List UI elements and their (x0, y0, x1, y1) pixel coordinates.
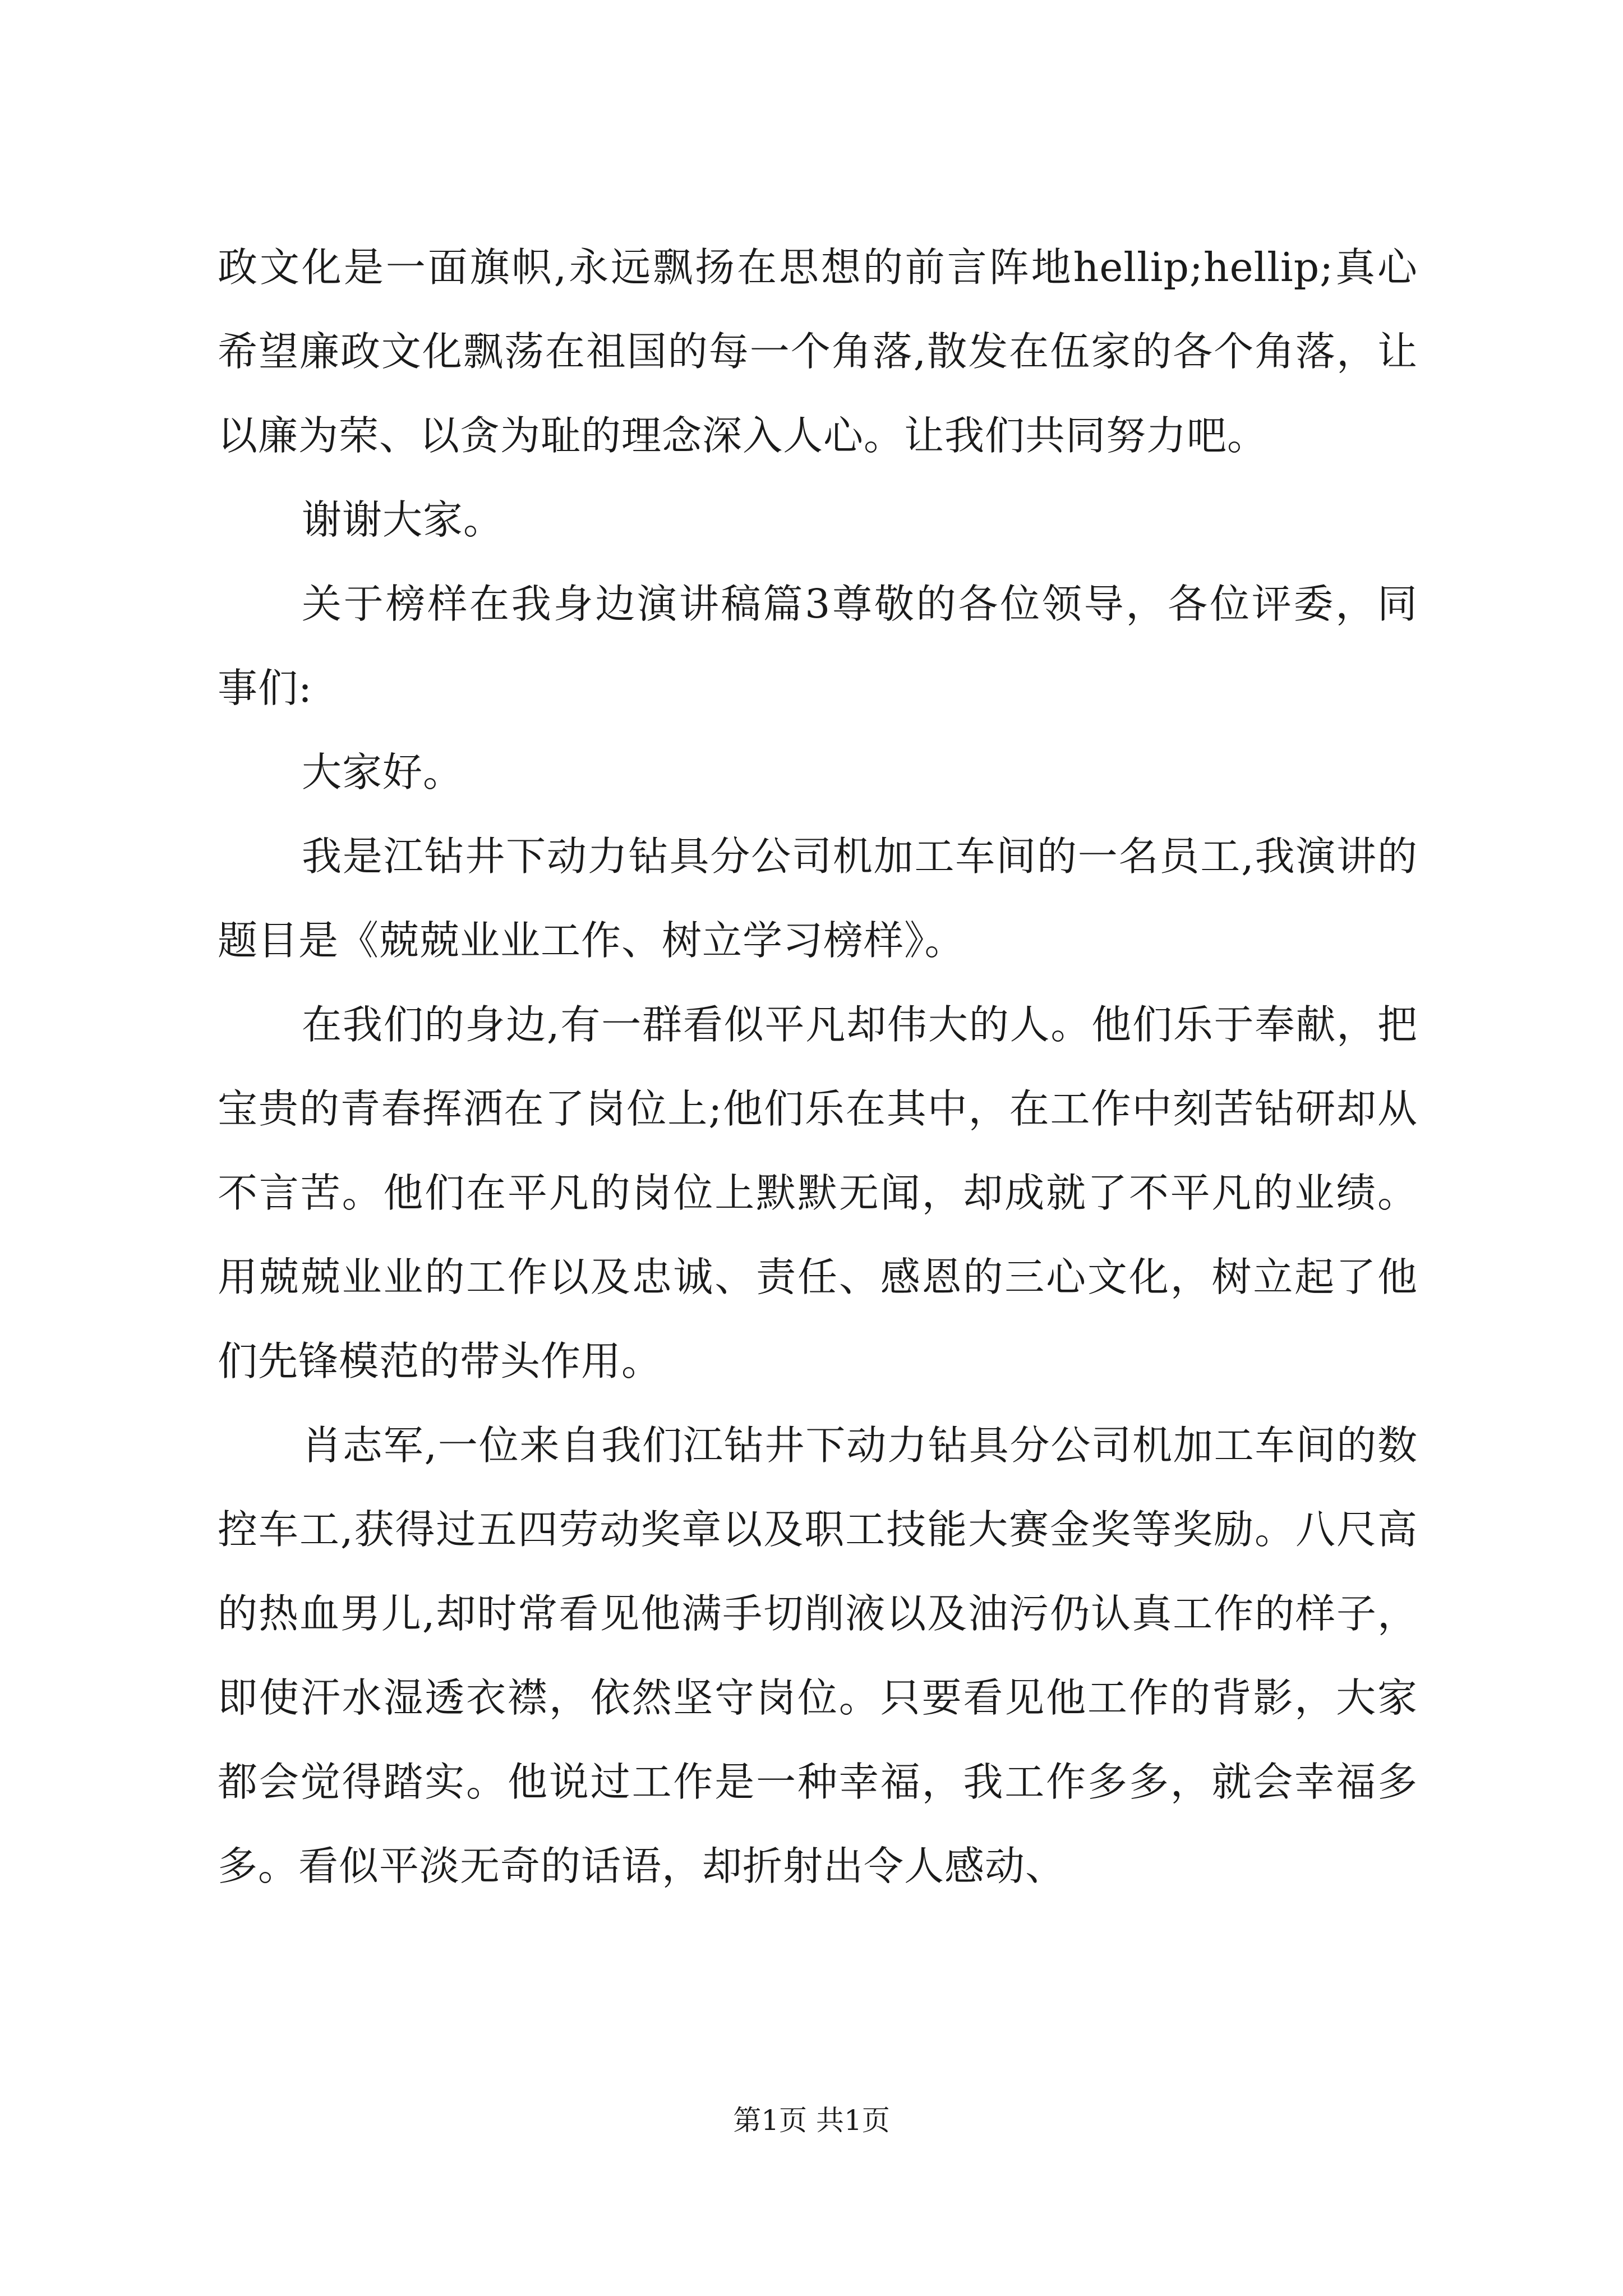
paragraph: 大家好。 (302, 749, 464, 795)
paragraph: 关于榜样在我身边演讲稿篇3尊敬的各位领导，各位评委，同事们: (218, 581, 1418, 711)
page-footer (0, 2101, 1623, 2140)
document-body (218, 226, 1418, 1908)
paragraph: 在我们的身边,有一群看似平凡却伟大的人。他们乐于奉献，把宝贵的青春挥洒在了岗位上;他们乐在其中，在工作中刻苦钻研却从不言苦。他们在平凡的岗位上默默无闻，却成就了不平凡的业绩。用兢兢业业的工作以及忠诚、责任、感恩的三心文化，树立起了他们先锋模范的带头作用。 (218, 1001, 1418, 1384)
paragraph: 谢谢大家。 (302, 496, 504, 543)
paragraph: 政文化是一面旗帜,永远飘扬在思想的前言阵地hellip;hellip;真心希望廉政文化飘荡在祖国的每一个角落,散发在伍家的各个角落，让以廉为荣、以贪为耻的理念深入人心。让我们共同努力吧。 (218, 244, 1418, 459)
page-number-label: 第1页 共1页 (733, 2104, 890, 2137)
paragraph: 肖志军,一位来自我们江钻井下动力钻具分公司机加工车间的数控车工,获得过五四劳动奖章以及职工技能大赛金奖等奖励。八尺高的热血男儿,却时常看见他满手切削液以及油污仍认真工作的样子，即使汗水湿透衣襟，依然坚守岗位。只要看见他工作的背影，大家都会觉得踏实。他说过工作是一种幸福，我工作多多，就会幸福多多。看似平淡无奇的话语，却折射出令人感动、 (218, 1422, 1418, 1889)
paragraph: 我是江钻井下动力钻具分公司机加工车间的一名员工,我演讲的题目是《兢兢业业工作、树立学习榜样》。 (218, 833, 1418, 964)
